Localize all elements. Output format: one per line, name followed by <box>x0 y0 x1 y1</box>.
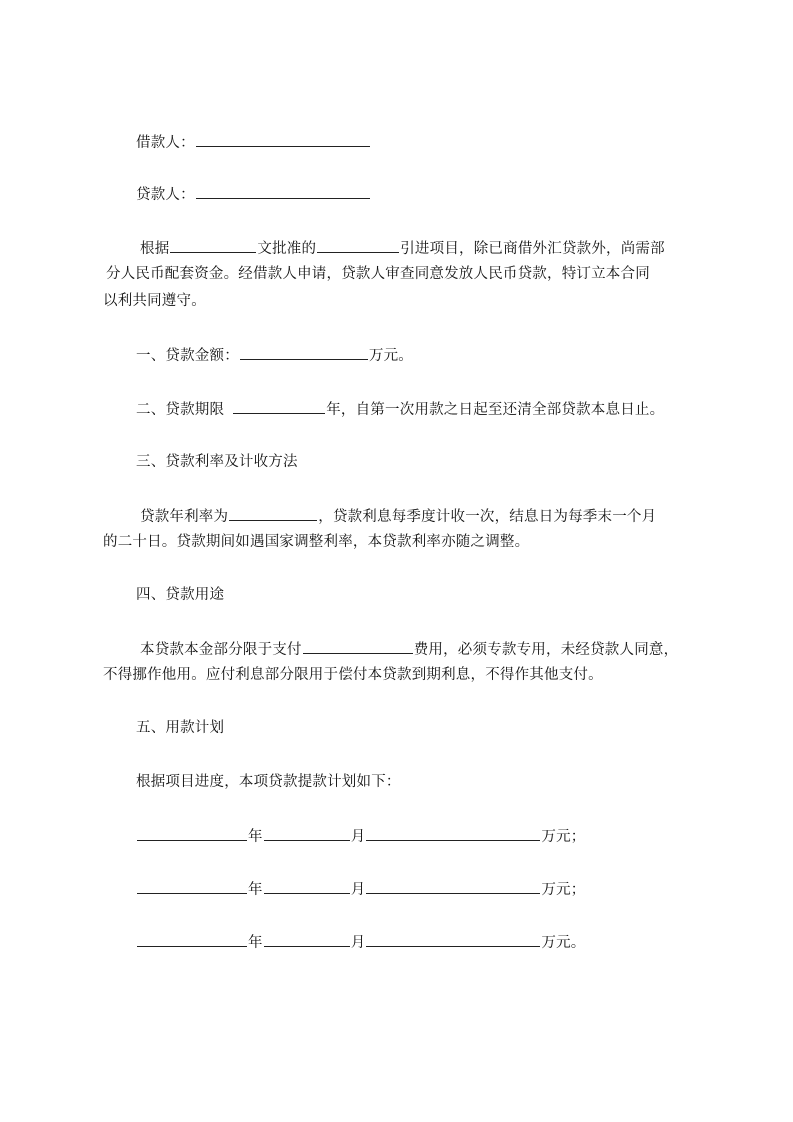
loan-amount-blank[interactable] <box>240 344 368 360</box>
clause-1-suffix: 万元。 <box>368 348 414 364</box>
clause-4-line-2: 不得挪作他用。应付利息部分限用于偿付本贷款到期利息，不得作其他支付。 <box>103 667 603 683</box>
plan-month-blank[interactable] <box>264 825 350 841</box>
clause-1-amount <box>136 344 413 366</box>
clause-4-suffix: 费用，必须专款专用，未经贷款人同意， <box>413 642 679 658</box>
borrower-blank[interactable] <box>196 131 370 147</box>
lender-label: 贷款人： <box>136 187 195 203</box>
plan-year-blank[interactable] <box>137 825 247 841</box>
clause-3-heading: 三、贷款利率及计收方法 <box>136 454 298 470</box>
plan-row <box>136 878 586 900</box>
plan-month-label: 月 <box>350 829 366 845</box>
clause-3-prefix: 贷款年利率为 <box>140 509 229 525</box>
intro-line-3: 以利共同遵守。 <box>103 293 206 309</box>
plan-year-blank[interactable] <box>137 878 247 894</box>
intro-text-3: 引进项目，除已商借外汇贷款外，尚需部 <box>400 241 665 257</box>
clause-4-heading: 四、贷款用途 <box>136 587 225 603</box>
lender-blank[interactable] <box>196 183 370 199</box>
clause-3-suffix: ，贷款利息每季度计收一次，结息日为每季末一个月 <box>318 509 657 525</box>
usage-blank[interactable] <box>303 638 413 654</box>
interest-rate-blank[interactable] <box>229 505 317 521</box>
plan-row <box>136 825 586 847</box>
plan-month-blank[interactable] <box>264 931 350 947</box>
clause-5-intro: 根据项目进度，本项贷款提款计划如下： <box>136 774 401 790</box>
clause-2-suffix: 年，自第一次用款之日起至还清全部贷款本息日止。 <box>326 402 665 418</box>
plan-amount-blank[interactable] <box>366 931 540 947</box>
loan-term-blank[interactable] <box>233 398 325 414</box>
plan-year-blank[interactable] <box>137 931 247 947</box>
plan-amount-label: 万元； <box>541 882 586 898</box>
intro-text-2: 文批准的 <box>257 241 317 257</box>
plan-row <box>136 931 586 953</box>
plan-amount-blank[interactable] <box>366 878 540 894</box>
intro-line-2: 分人民币配套资金。经借款人申请，贷款人审查同意发放人民币贷款，特订立本合同 <box>106 266 650 282</box>
clause-5-heading: 五、用款计划 <box>136 720 225 736</box>
plan-month-blank[interactable] <box>264 878 350 894</box>
plan-year-label: 年 <box>248 935 263 951</box>
clause-2-prefix: 二、贷款期限 <box>136 402 225 418</box>
clause-4-prefix: 本贷款本金部分限于支付 <box>140 642 302 658</box>
plan-amount-label: 万元。 <box>541 935 586 951</box>
plan-amount-label: 万元； <box>541 829 586 845</box>
intro-text-1: 根据 <box>140 241 170 257</box>
clause-2-term <box>136 398 664 420</box>
approval-doc-blank[interactable] <box>170 237 256 253</box>
clause-1-prefix: 一、贷款金额： <box>136 348 239 364</box>
plan-year-label: 年 <box>248 882 263 898</box>
plan-month-label: 月 <box>350 935 366 951</box>
project-blank[interactable] <box>317 237 399 253</box>
clause-4-line-1 <box>140 638 678 660</box>
plan-year-label: 年 <box>248 829 263 845</box>
borrower-label: 借款人： <box>136 135 195 151</box>
clause-3-line-2: 的二十日。贷款期间如遇国家调整利率，本贷款利率亦随之调整。 <box>103 534 530 550</box>
clause-3-line-1 <box>140 505 656 527</box>
intro-line-1 <box>140 237 665 259</box>
borrower-line <box>136 131 371 153</box>
plan-amount-blank[interactable] <box>366 825 540 841</box>
plan-month-label: 月 <box>350 882 366 898</box>
lender-line <box>136 183 371 205</box>
